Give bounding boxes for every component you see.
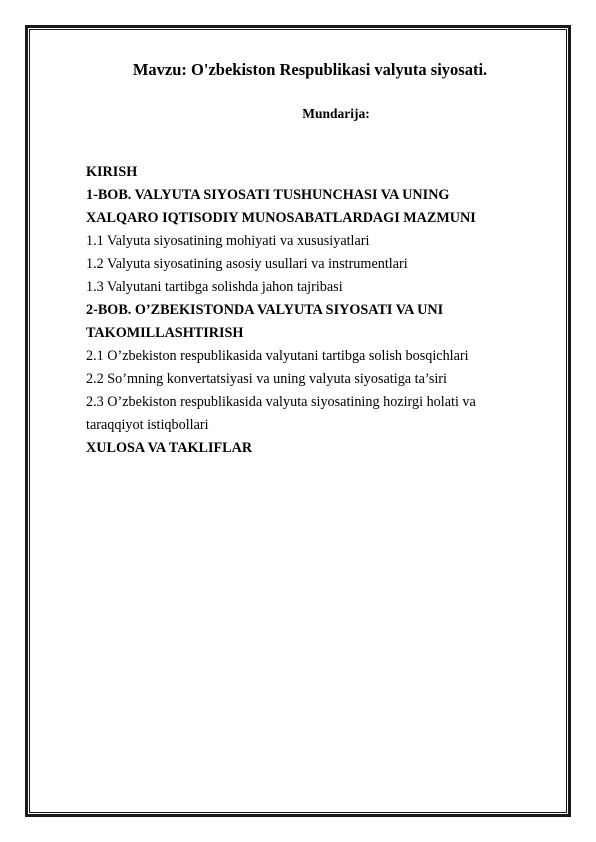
toc-line: 1.2 Valyuta siyosatining asosiy usullari va instrumentlari [86,256,408,272]
table-of-contents [86,161,526,460]
toc-line: taraqqiyot istiqbollari [86,417,209,433]
toc-line: TAKOMILLASHTIRISH [86,325,244,341]
toc-line: 1.1 Valyuta siyosatining mohiyati va xususiyatlari [86,233,370,249]
toc-line: 1-BOB. VALYUTA SIYOSATI TUSHUNCHASI VA UNING [86,187,450,203]
toc-line: 1.3 Valyutani tartibga solishda jahon tajribasi [86,279,343,295]
toc-line: KIRISH [86,164,138,180]
toc-heading: Mundarija: [302,106,370,121]
document-title: Mavzu: O'zbekiston Respublikasi valyuta siyosati. [132,60,488,79]
toc-line: XULOSA VA TAKLIFLAR [86,440,253,456]
toc-line: 2-BOB. O’ZBEKISTONDA VALYUTA SIYOSATI VA UNI [86,302,444,318]
toc-line: XALQARO IQTISODIY MUNOSABATLARDAGI MAZMUNI [86,210,476,226]
toc-line: 2.3 O’zbekiston respublikasida valyuta siyosatining hozirgi holati va [86,394,476,410]
toc-line: 2.2 So’mning konvertatsiyasi va uning valyuta siyosatiga ta’siri [86,371,447,387]
toc-line: 2.1 O’zbekiston respublikasida valyutani tartibga solish bosqichlari [86,348,469,364]
